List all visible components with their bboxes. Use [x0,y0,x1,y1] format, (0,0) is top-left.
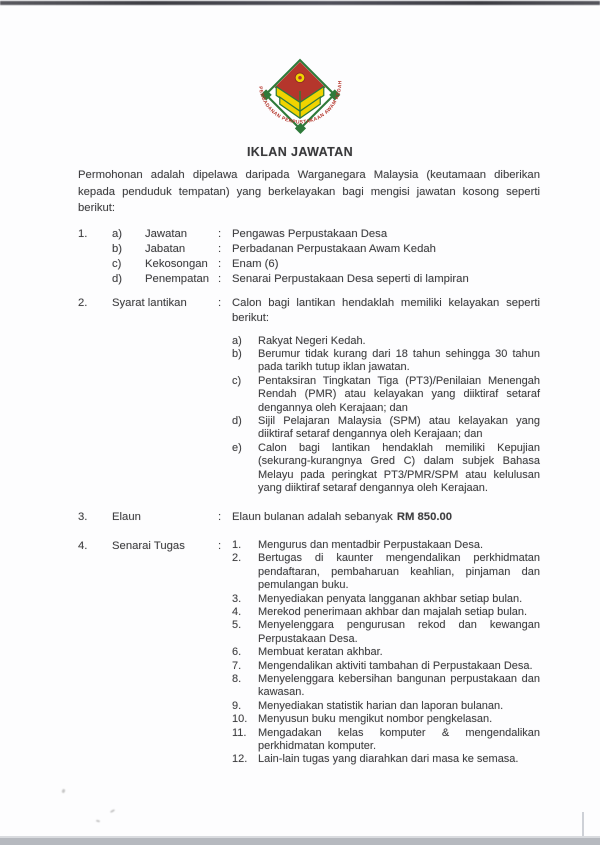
task-number: 6. [232,646,242,659]
pen-mark [61,789,65,794]
elaun-row [112,510,540,526]
condition-text: Calon bagi lantikan hendaklah memiliki Kepujian (sekurang-kurangnya Gred C) dalam subjek Bahasa Melayu pada peringkat PT3/PMR/SPM atau kelulusan yang diiktiraf setaraf dengannya oleh Kerajaan. [258,441,540,494]
task-number: 11. [232,726,247,739]
condition-text: Sijil Pelajaran Malaysia (SPM) atau kelayakan yang diiktiraf setaraf dengannya oleh Kerajaan; dan [258,414,540,441]
row-colon: : [218,257,222,270]
row-colon: : [218,539,222,552]
task-number: 1. [232,538,242,551]
condition-item [232,335,540,348]
pen-mark [96,820,100,823]
condition-text: Pentaksiran Tingkatan Tiga (PT3)/Penilaian Menengah Rendah (PMR) atau kelayakan yang diiktiraf setaraf dengannya oleh Kerajaan; dan [258,374,540,414]
condition-letter: b) [232,347,242,360]
document-title: IKLAN JAWATAN [246,145,354,159]
row-label: Penempatan [145,272,210,285]
pen-mark [110,809,115,813]
task-text: Mengurus dan mentadbir Perpustakaan Desa. [258,538,484,551]
task-number: 2. [232,552,242,565]
kv-row-jawatan [112,227,540,242]
document-body [78,167,540,767]
row-colon: : [218,242,222,255]
row-label: Jabatan [145,242,186,255]
task-text: Membuat keratan akhbar. [258,646,383,659]
item-number: 1. [78,227,88,240]
task-text: Bertugas di kaunter mengendalikan perkhidmatan pendaftaran, pembaharuan keahlian, pinjaman dan pemulangan buku. [258,552,540,592]
condition-text: Berumur tidak kurang dari 18 tahun sehingga 30 tahun pada tarikh tutup iklan jawatan. [258,347,540,374]
condition-item [232,442,540,496]
conditions-list [232,335,540,496]
task-item [232,673,540,700]
condition-letter: a) [232,334,242,347]
task-text: Merekod penerimaan akhbar dan majalah setiap bulan. [258,605,528,618]
condition-item [232,375,540,415]
task-text: Mengadakan kelas komputer & mengendalikan perkhidmatan komputer. [258,726,540,752]
elaun-amount: RM 850.00 [396,511,453,524]
task-number: 9. [232,699,242,712]
item-number: 3. [78,511,88,524]
task-list [232,539,540,767]
row-colon: : [218,227,222,240]
scan-top-edge [0,1,600,5]
task-text: Menyusun buku mengikut nombor pengkelasan. [258,713,493,726]
task-item [232,539,540,552]
syarat-intro: Calon bagi lantikan hendaklah memiliki kelayakan seperti berikut: [232,296,540,324]
scan-right-edge [582,812,584,838]
item-label: Syarat lantikan [112,296,187,309]
task-item [232,646,540,659]
condition-letter: c) [232,374,242,387]
task-item [232,619,540,646]
syarat-header [112,296,540,327]
scan-bottom-edge [0,836,600,845]
row-letter: d) [112,272,123,285]
row-value: Perbadanan Perpustakaan Awam Kedah [232,242,436,255]
item-1-jawatan [78,227,540,287]
row-value: Pengawas Perpustakaan Desa [232,227,388,240]
item-label: Elaun [112,511,141,524]
row-letter: c) [112,257,122,270]
task-item [232,713,540,726]
row-colon: : [218,272,222,285]
task-number: 10. [232,713,248,726]
item-3-elaun [78,510,540,526]
task-text: Menyediakan statistik harian dan laporan bulanan. [258,699,504,712]
row-label: Jawatan [145,227,188,240]
task-item [232,700,540,713]
row-value: Enam (6) [232,257,279,270]
item-label: Senarai Tugas [112,539,185,552]
row-letter: a) [112,227,123,240]
row-value: Senarai Perpustakaan Desa seperti di lampiran [232,272,469,285]
row-label: Kekosongan [145,257,208,270]
task-text: Lain-lain tugas yang diarahkan dari masa ke semasa. [258,753,519,766]
item-number: 4. [78,539,88,552]
task-item [232,727,540,754]
condition-text: Rakyat Negeri Kedah. [258,334,366,347]
task-item [232,593,540,606]
task-number: 12. [232,753,248,766]
task-number: 7. [232,659,242,672]
task-number: 4. [232,605,242,618]
task-item [232,753,540,766]
task-item [232,552,540,592]
row-colon: : [218,511,222,524]
kv-row-penempatan [112,272,540,287]
condition-letter: d) [232,414,242,427]
task-text: Menyediakan penyata langganan akhbar setiap bulan. [258,592,523,605]
perbadanan-perpustakaan-awam-kedah-logo-icon [252,54,348,147]
item-2-syarat-lantikan [78,296,540,496]
row-colon: : [218,296,222,309]
task-text: Menyelenggara kebersihan bangunan perpustakaan dan kawasan. [258,672,540,699]
task-text: Mengendalikan aktiviti tambahan di Perpustakaan Desa. [258,659,533,672]
condition-item [232,348,540,375]
row-letter: b) [112,242,123,255]
task-number: 8. [232,672,242,685]
elaun-value [232,510,540,526]
tugas-row [112,539,540,767]
condition-item [232,415,540,442]
item-4-senarai-tugas [78,539,540,767]
task-text: Menyelenggara pengurusan rekod dan kewangan Perpustakaan Desa. [258,619,540,645]
elaun-text: Elaun bulanan adalah sebanyak [232,511,393,524]
task-number: 5. [232,619,242,632]
kv-row-kekosongan [112,257,540,272]
item-number: 2. [78,296,88,309]
logo-curved-text: PERBADANAN PERPUSTAKAAN AWAM KEDAH [256,80,344,126]
task-item [232,660,540,673]
kv-row-jabatan [112,242,540,257]
task-number: 3. [232,592,242,605]
task-item [232,606,540,619]
condition-letter: e) [232,441,242,454]
intro-paragraph: Permohonan adalah dipelawa daripada Warganegara Malaysia (keutamaan diberikan kepada penduduk tempatan) yang berkelayakan bagi mengisi jawatan kosong seperti berikut: [78,169,540,214]
